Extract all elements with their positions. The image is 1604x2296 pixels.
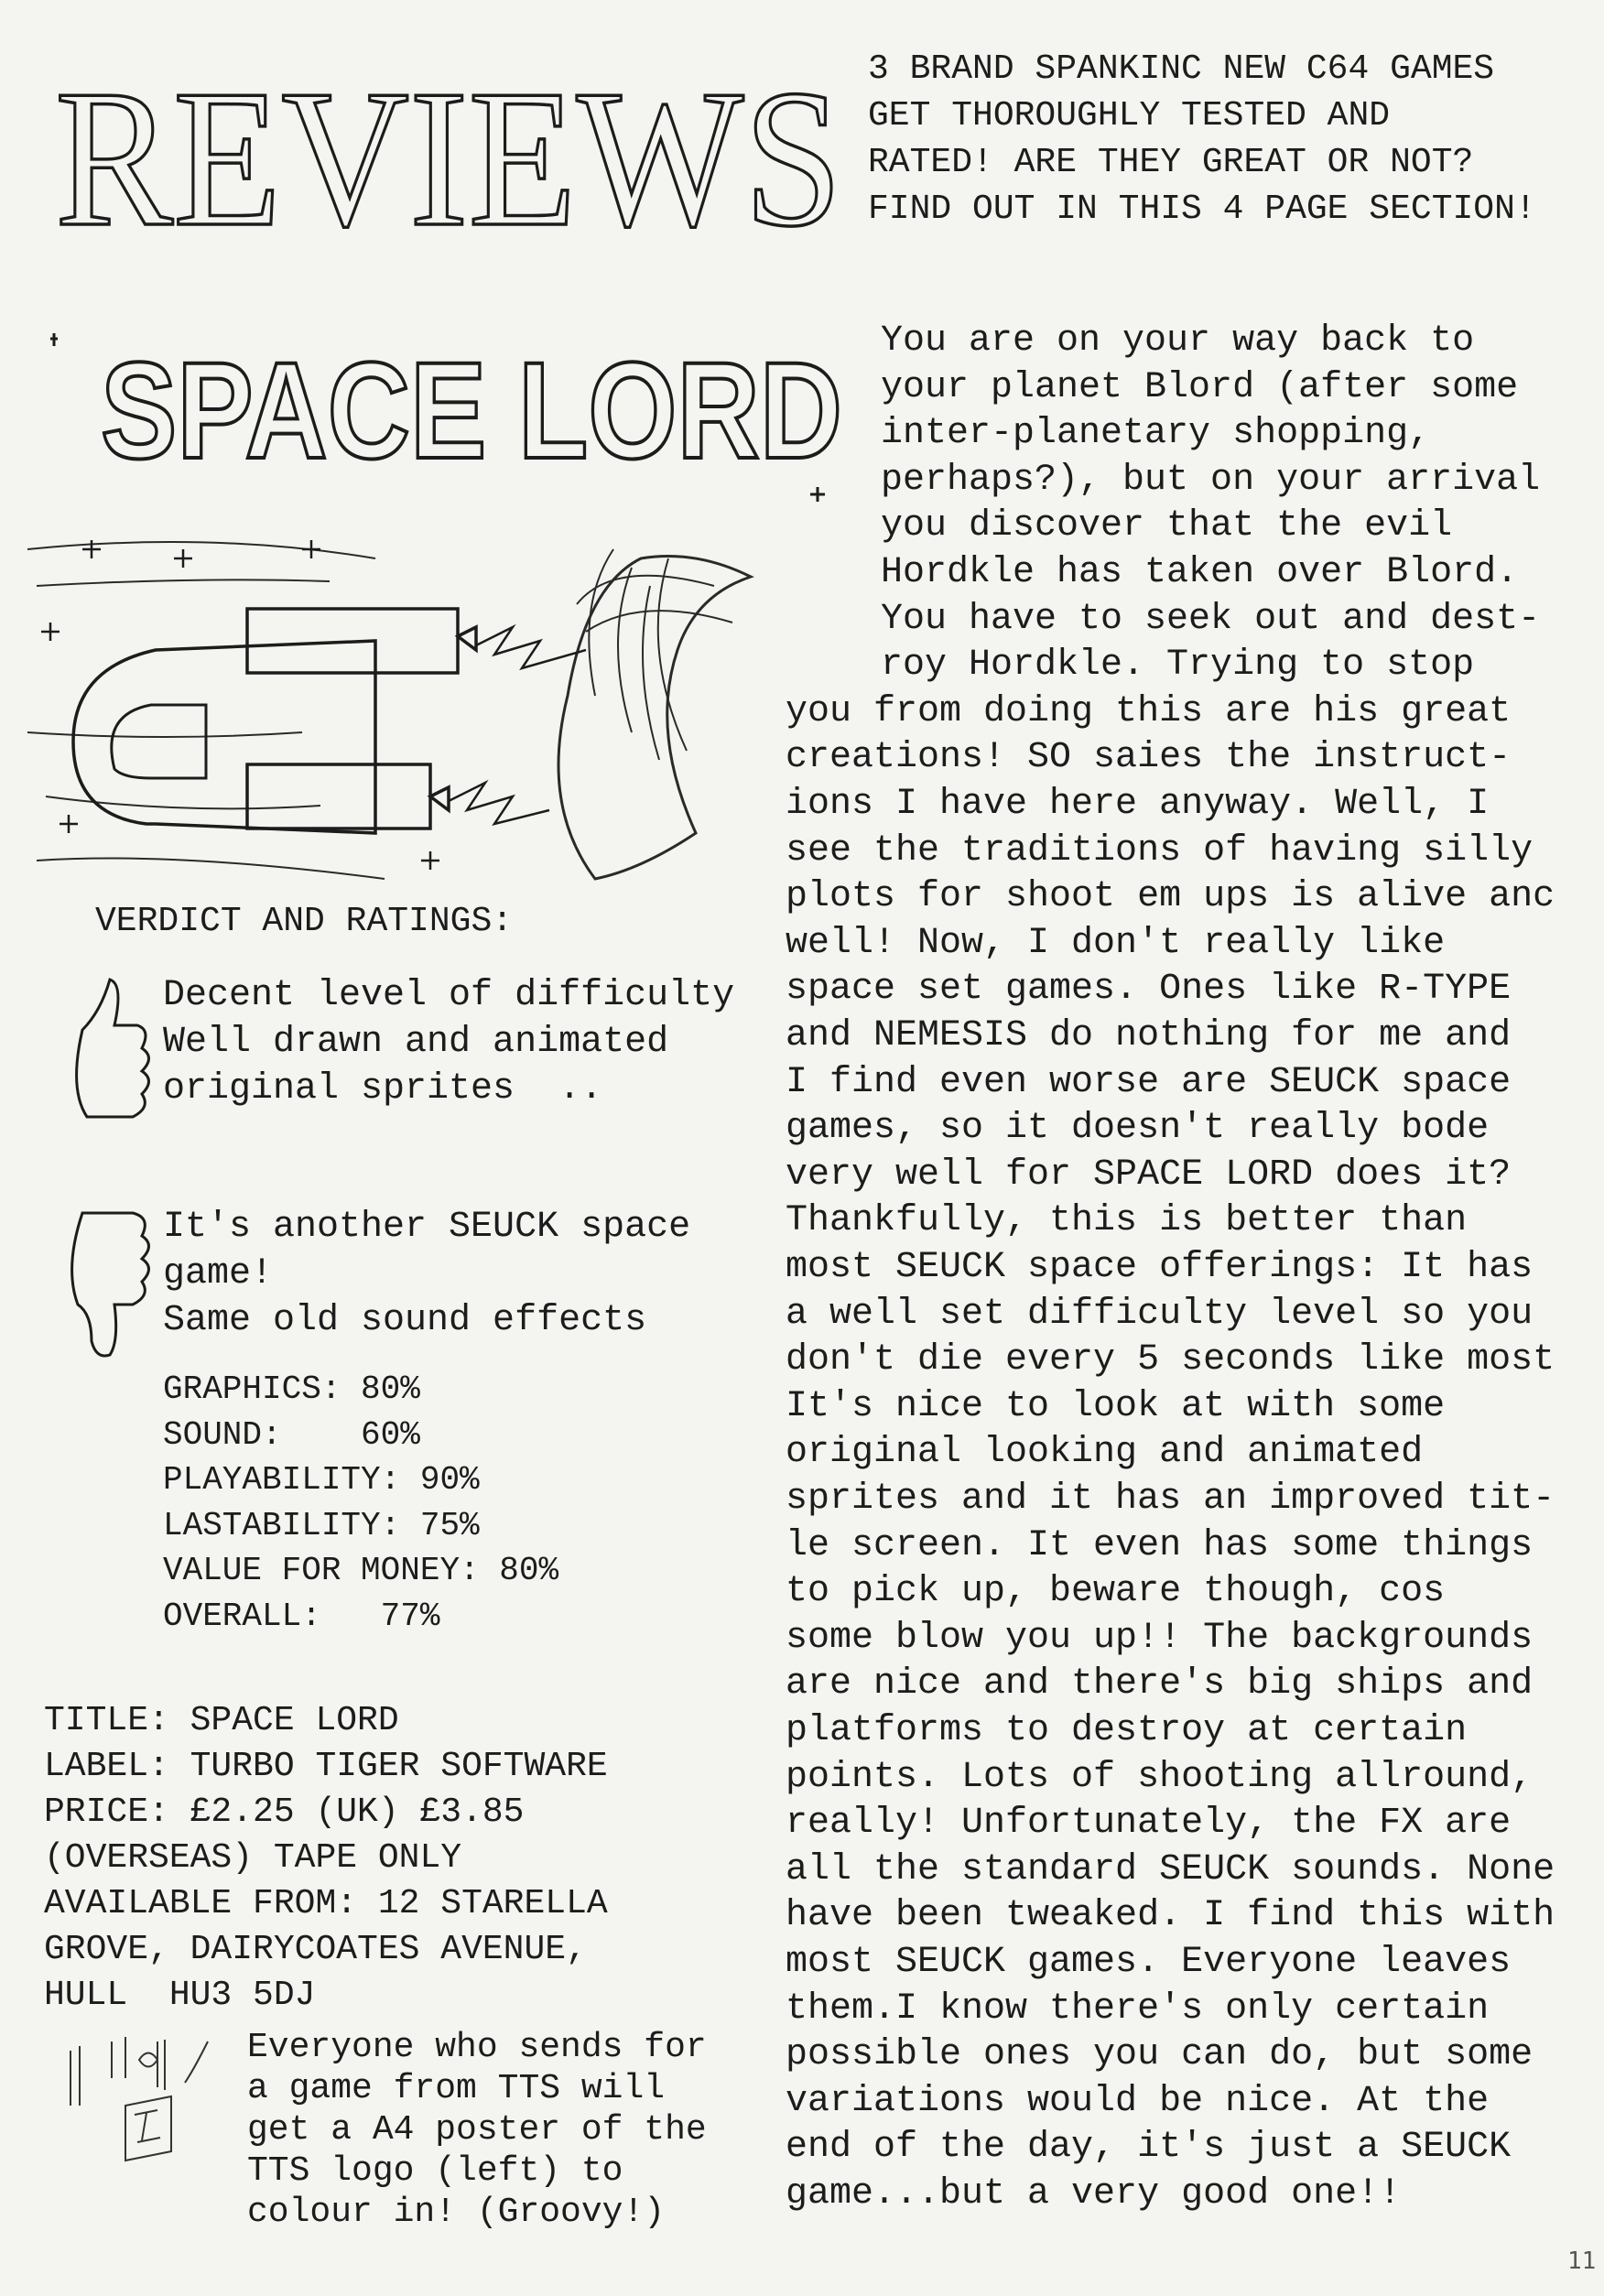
review-line: well! Now, I don't really like	[786, 922, 1446, 964]
review-line: really! Unfortunately, the FX are	[786, 1803, 1512, 1845]
review-line: space set games. Ones like R-TYPE	[786, 969, 1512, 1011]
pro-item: Well drawn and animated	[163, 1022, 669, 1063]
sparkle-icon	[50, 333, 58, 346]
review-line: most SEUCK space offerings: It has	[786, 1247, 1534, 1288]
review-line: you from doing this are his great	[786, 690, 1512, 732]
poster-line: get a A4 poster of the	[247, 2110, 707, 2150]
review-line: original looking and animated	[786, 1432, 1424, 1474]
review-line: a well set difficulty level so you	[786, 1293, 1534, 1335]
intro-line: 3 BRAND SPANKINC NEW C64 GAMES	[868, 49, 1495, 89]
review-line: creations! SO saies the instruct-	[786, 737, 1512, 779]
poster-line: a game from TTS will	[247, 2069, 666, 2108]
space-lord-title-art	[37, 320, 861, 504]
review-line: all the standard SEUCK sounds. None	[786, 1848, 1555, 1890]
review-line: roy Hordkle. Trying to stop	[881, 644, 1475, 687]
star-icon	[174, 549, 192, 568]
review-line: You are on your way back to	[881, 320, 1475, 362]
review-line: points. Lots of shooting allround,	[786, 1756, 1534, 1798]
star-icon	[302, 540, 320, 558]
review-line: and NEMESIS do nothing for me and	[786, 1015, 1512, 1056]
thumbs-up-icon	[64, 970, 156, 1135]
review-line: you discover that the evil	[881, 505, 1453, 547]
review-line: Thankfully, this is better than	[786, 1200, 1468, 1242]
intro-line: RATED! ARE THEY GREAT OR NOT?	[868, 143, 1474, 182]
star-icon	[82, 540, 101, 558]
review-line: inter-planetary shopping,	[881, 413, 1431, 455]
star-icon	[41, 623, 60, 641]
review-line: games, so it doesn't really bode	[786, 1108, 1490, 1150]
review-line: You have to seek out and dest-	[881, 598, 1541, 640]
game-title: SPACE LORD	[101, 333, 842, 487]
review-line: see the traditions of having silly	[786, 829, 1534, 872]
rating-value: VALUE FOR MONEY: 80%	[163, 1552, 559, 1589]
review-line: have been tweaked. I find this with	[786, 1895, 1555, 1937]
poster-line: colour in! (Groovy!)	[247, 2193, 666, 2232]
info-line: (OVERSEAS) TAPE ONLY	[44, 1838, 462, 1878]
poster-line: TTS logo (left) to	[247, 2151, 623, 2191]
thumbs-down-icon	[64, 1195, 156, 1364]
rating-playability: PLAYABILITY: 90%	[163, 1461, 480, 1499]
con-item: Same old sound effects	[163, 1300, 647, 1341]
review-line: I find even worse are SEUCK space	[786, 1061, 1512, 1103]
info-line: PRICE: £2.25 (UK) £3.85	[44, 1792, 525, 1832]
con-item: game!	[163, 1253, 274, 1294]
rating-overall: OVERALL: 77%	[163, 1597, 440, 1635]
intro-line: FIND OUT IN THIS 4 PAGE SECTION!	[868, 190, 1536, 229]
review-line: are nice and there's big ships and	[786, 1663, 1534, 1706]
review-line: Hordkle has taken over Blord.	[881, 552, 1519, 593]
tts-logo-icon	[57, 2023, 231, 2179]
con-item: It's another SEUCK space	[163, 1207, 691, 1248]
pro-item: original sprites ..	[163, 1068, 603, 1110]
star-icon	[60, 815, 78, 833]
review-line: variations would be nice. At the	[786, 2080, 1490, 2122]
verdict-heading: VERDICT AND RATINGS:	[95, 902, 514, 941]
info-line: HULL HU3 5DJ	[44, 1976, 316, 2015]
poster-line: Everyone who sends for	[247, 2028, 707, 2067]
review-line: game...but a very good one!!	[786, 2173, 1402, 2215]
review-line: plots for shoot em ups is alive anc	[786, 876, 1555, 918]
review-line: platforms to destroy at certain	[786, 1710, 1468, 1751]
reviews-heading: REVIEWS	[55, 49, 842, 267]
review-line: your planet Blord (after some	[881, 366, 1519, 408]
spaceship-illustration	[27, 494, 824, 915]
review-line: very well for SPACE LORD does it?	[786, 1153, 1512, 1196]
info-line: LABEL: TURBO TIGER SOFTWARE	[44, 1747, 608, 1786]
review-line: to pick up, beware though, cos	[786, 1571, 1446, 1613]
review-line: some blow you up!! The backgrounds	[786, 1617, 1534, 1659]
rating-graphics: GRAPHICS: 80%	[163, 1370, 420, 1408]
review-line: most SEUCK games. Everyone leaves	[786, 1942, 1512, 1983]
star-icon	[421, 851, 439, 870]
rating-lastability: LASTABILITY: 75%	[163, 1506, 480, 1544]
review-line: le screen. It even has some things	[786, 1524, 1534, 1566]
review-line: ions I have here anyway. Well, I	[786, 784, 1490, 825]
reviews-heading-art	[55, 49, 851, 267]
pro-item: Decent level of difficulty	[163, 975, 735, 1016]
review-line: them.I know there's only certain	[786, 1987, 1490, 2030]
review-line: don't die every 5 seconds like most	[786, 1339, 1555, 1381]
info-line: AVAILABLE FROM: 12 STARELLA	[44, 1884, 608, 1923]
review-line: perhaps?), but on your arrival	[881, 459, 1541, 501]
info-line: GROVE, DAIRYCOATES AVENUE,	[44, 1930, 587, 1969]
intro-line: GET THOROUGHLY TESTED AND	[868, 96, 1391, 135]
info-line: TITLE: SPACE LORD	[44, 1701, 399, 1740]
review-line: possible ones you can do, but some	[786, 2034, 1534, 2076]
review-line: It's nice to look at with some	[786, 1385, 1446, 1427]
review-line: sprites and it has an improved tit-	[786, 1478, 1555, 1520]
rating-sound: SOUND: 60%	[163, 1415, 420, 1454]
page-number: 11	[1567, 2247, 1597, 2275]
review-line: end of the day, it's just a SEUCK	[786, 2127, 1512, 2169]
